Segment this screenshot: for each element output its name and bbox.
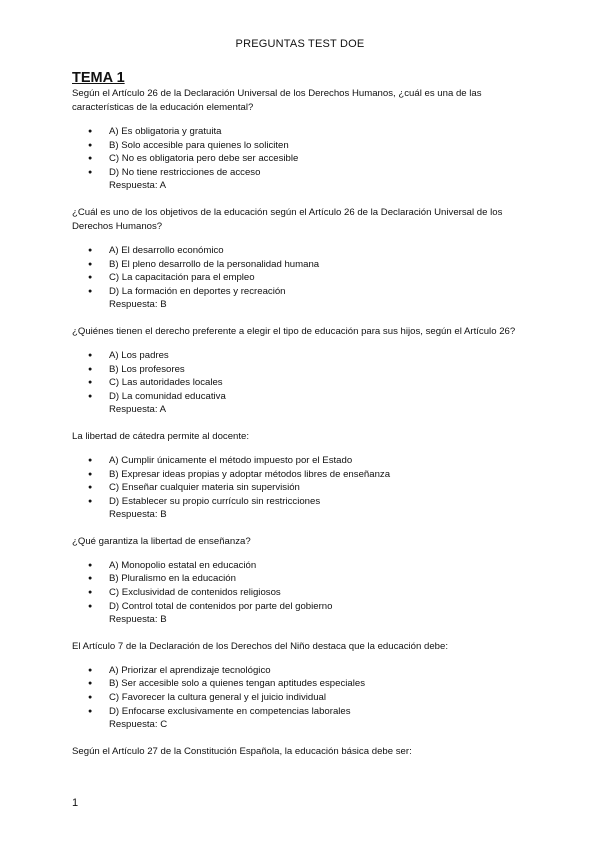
option-item: ● D) La comunidad educativa bbox=[72, 390, 542, 404]
question-block bbox=[72, 206, 542, 312]
option-item: ● A) El desarrollo económico bbox=[72, 244, 542, 258]
page-number: 1 bbox=[72, 797, 79, 809]
question-block bbox=[72, 325, 542, 417]
answer-text: Respuesta: B bbox=[109, 509, 167, 521]
question-block bbox=[72, 535, 542, 627]
question-block bbox=[72, 745, 542, 759]
option-item: ● D) La formación en deportes y recreación bbox=[72, 285, 542, 299]
question-block bbox=[72, 640, 542, 732]
option-item: ● A) Los padres bbox=[72, 349, 542, 363]
question-text: ¿Quiénes tienen el derecho preferente a elegir el tipo de educación para sus hijos, según el Artículo 26? bbox=[72, 325, 516, 337]
question-block bbox=[72, 87, 542, 193]
answer-text: Respuesta: B bbox=[109, 614, 167, 626]
question-text: ¿Qué garantiza la libertad de enseñanza? bbox=[72, 535, 251, 547]
option-item: ● A) Priorizar el aprendizaje tecnológico bbox=[72, 664, 542, 678]
section-title: TEMA 1 bbox=[72, 70, 125, 86]
option-list bbox=[72, 559, 542, 613]
question-text: El Artículo 7 de la Declaración de los Derechos del Niño destaca que la educación debe: bbox=[72, 640, 448, 652]
option-item: ● C) Enseñar cualquier materia sin supervisión bbox=[72, 481, 542, 495]
option-item: ● D) Enfocarse exclusivamente en competencias laborales bbox=[72, 705, 542, 719]
option-item: ● A) Monopolio estatal en educación bbox=[72, 559, 542, 573]
question-text: La libertad de cátedra permite al docente: bbox=[72, 430, 250, 442]
option-item: ● C) Favorecer la cultura general y el juicio individual bbox=[72, 691, 542, 705]
option-item: ● B) Los profesores bbox=[72, 363, 542, 377]
option-item: ● C) No es obligatoria pero debe ser accesible bbox=[72, 152, 542, 166]
option-item: ● C) Exclusividad de contenidos religiosos bbox=[72, 586, 542, 600]
answer-text: Respuesta: B bbox=[109, 299, 167, 311]
answer-text: Respuesta: C bbox=[109, 719, 168, 731]
question-text: ¿Cuál es uno de los objetivos de la educación según el Artículo 26 de la Declaración Universal de los Derechos Humanos? bbox=[72, 206, 503, 232]
option-list bbox=[72, 454, 542, 508]
option-list bbox=[72, 664, 542, 718]
question-text: Según el Artículo 26 de la Declaración Universal de los Derechos Humanos, ¿cuál es una de las características de la educación elemental? bbox=[72, 88, 482, 113]
option-item: ● A) Cumplir únicamente el método impuesto por el Estado bbox=[72, 454, 542, 468]
option-list bbox=[72, 244, 542, 298]
option-item: ● C) La capacitación para el empleo bbox=[72, 271, 542, 285]
answer-text: Respuesta: A bbox=[109, 180, 167, 192]
option-item: ● D) Control total de contenidos por parte del gobierno bbox=[72, 600, 542, 614]
question-block bbox=[72, 430, 542, 522]
option-item: ● B) Ser accesible solo a quienes tengan aptitudes especiales bbox=[72, 677, 542, 691]
option-item: ● B) Expresar ideas propias y adoptar métodos libres de enseñanza bbox=[72, 468, 542, 482]
option-item: ● D) No tiene restricciones de acceso bbox=[72, 166, 542, 180]
option-item: ● D) Establecer su propio currículo sin restricciones bbox=[72, 495, 542, 509]
option-item: ● A) Es obligatoria y gratuita bbox=[72, 125, 542, 139]
option-item: ● B) El pleno desarrollo de la personalidad humana bbox=[72, 258, 542, 272]
option-list bbox=[72, 125, 542, 179]
answer-text: Respuesta: A bbox=[109, 404, 167, 416]
option-item: ● C) Las autoridades locales bbox=[72, 376, 542, 390]
option-item: ● B) Pluralismo en la educación bbox=[72, 572, 542, 586]
option-item: ● B) Solo accesible para quienes lo soliciten bbox=[72, 139, 542, 153]
page-header: PREGUNTAS TEST DOE bbox=[235, 38, 365, 50]
document-body bbox=[72, 70, 542, 772]
option-list bbox=[72, 349, 542, 403]
question-text: Según el Artículo 27 de la Constitución Española, la educación básica debe ser: bbox=[72, 745, 412, 757]
